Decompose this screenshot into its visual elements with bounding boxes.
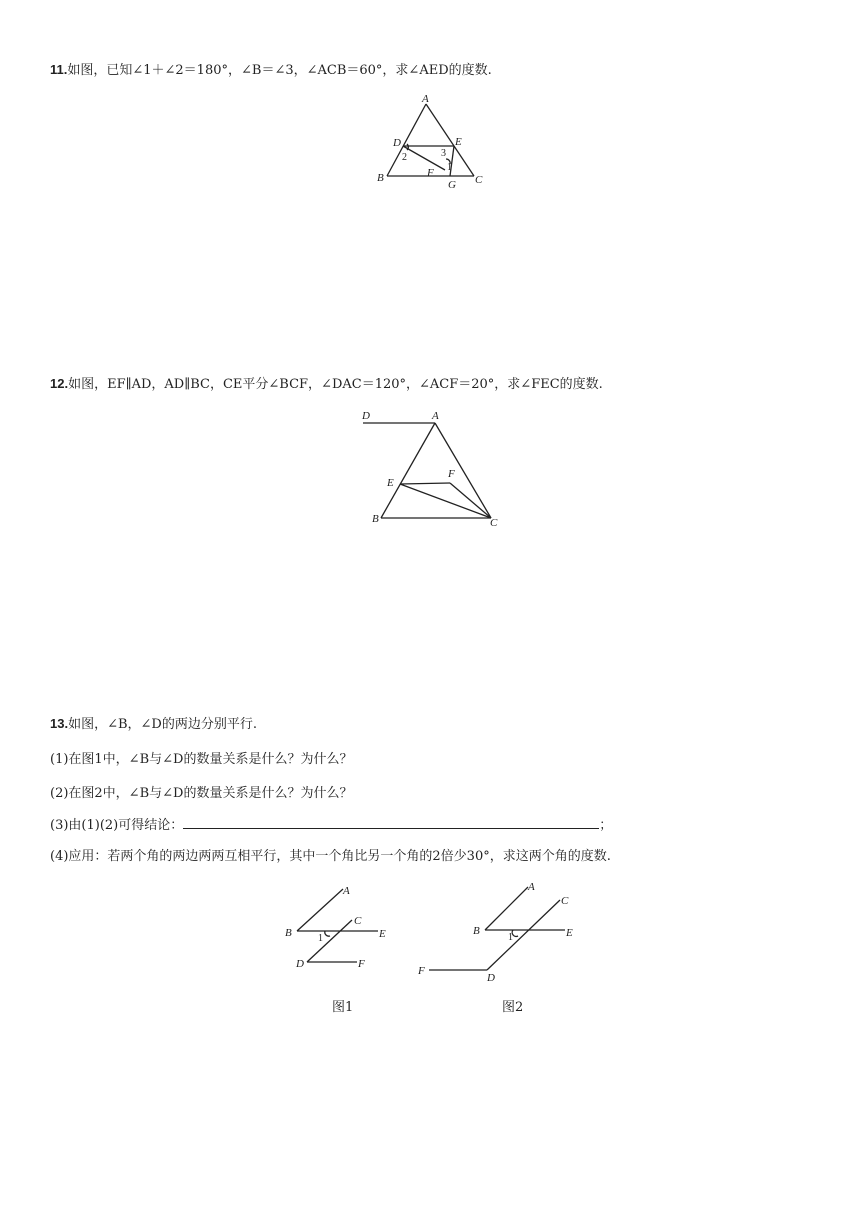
label-C: C — [475, 174, 483, 186]
label-angle-1: 1 — [318, 933, 323, 944]
label-F: F — [448, 468, 455, 480]
question-13-part-1: (1)在图1中，∠B与∠D的数量关系是什么？为什么？ — [50, 752, 353, 767]
question-number: 11. — [50, 62, 68, 77]
question-text: 如图，EF∥AD，AD∥BC，CE平分∠BCF，∠DAC＝120°，∠ACF＝20°，求∠FEC的度数. — [68, 377, 603, 392]
label-E: E — [566, 927, 573, 939]
question-13-part-3 — [50, 816, 612, 835]
question-text: 如图，∠B，∠D的两边分别平行. — [68, 717, 257, 732]
label-F: F — [418, 965, 425, 977]
question-text: 如图，已知∠1＋∠2＝180°，∠B＝∠3，∠ACB＝60°，求∠AED的度数. — [67, 63, 492, 78]
label-D: D — [362, 410, 370, 422]
label-D: D — [393, 137, 401, 149]
question-number: 13. — [50, 716, 69, 731]
label-B: B — [285, 927, 292, 939]
question-12 — [50, 375, 603, 394]
label-G: G — [448, 179, 456, 191]
label-E: E — [387, 477, 394, 489]
answer-blank — [183, 816, 599, 829]
figure-q12-triangle — [355, 405, 515, 535]
label-A: A — [432, 410, 439, 422]
label-F: F — [358, 958, 365, 970]
label-C: C — [354, 915, 362, 927]
label-angle-2: 2 — [402, 152, 407, 163]
question-13-part-4: (4)应用：若两个角的两边两两互相平行，其中一个角比另一个角的2倍少30°，求这两个角的度数. — [50, 849, 611, 864]
label-E: E — [455, 136, 462, 148]
label-A: A — [528, 881, 535, 893]
figure-1-caption: 图1 — [332, 1000, 354, 1015]
figure-13-1 — [285, 880, 395, 980]
question-number: 12. — [50, 376, 69, 391]
label-D: D — [296, 958, 304, 970]
label-A: A — [422, 93, 429, 105]
label-D: D — [487, 972, 495, 984]
label-C: C — [561, 895, 569, 907]
part-3-end: ； — [599, 818, 613, 833]
label-F: F — [427, 167, 434, 179]
figure-q11-triangle — [370, 90, 490, 190]
label-A: A — [343, 885, 350, 897]
question-13 — [50, 715, 257, 734]
part-3-text: (3)由(1)(2)可得结论： — [50, 818, 184, 833]
figure-2-caption: 图2 — [502, 1000, 524, 1015]
label-B: B — [377, 172, 384, 184]
label-E: E — [379, 928, 386, 940]
question-11 — [50, 61, 492, 80]
label-angle-3: 3 — [441, 148, 446, 159]
figure-13-2 — [415, 878, 585, 988]
label-B: B — [473, 925, 480, 937]
label-angle-1: 1 — [508, 932, 513, 943]
label-C: C — [490, 517, 498, 529]
question-13-part-2: (2)在图2中，∠B与∠D的数量关系是什么？为什么？ — [50, 786, 353, 801]
label-B: B — [372, 513, 379, 525]
label-angle-1: 1 — [447, 162, 452, 173]
